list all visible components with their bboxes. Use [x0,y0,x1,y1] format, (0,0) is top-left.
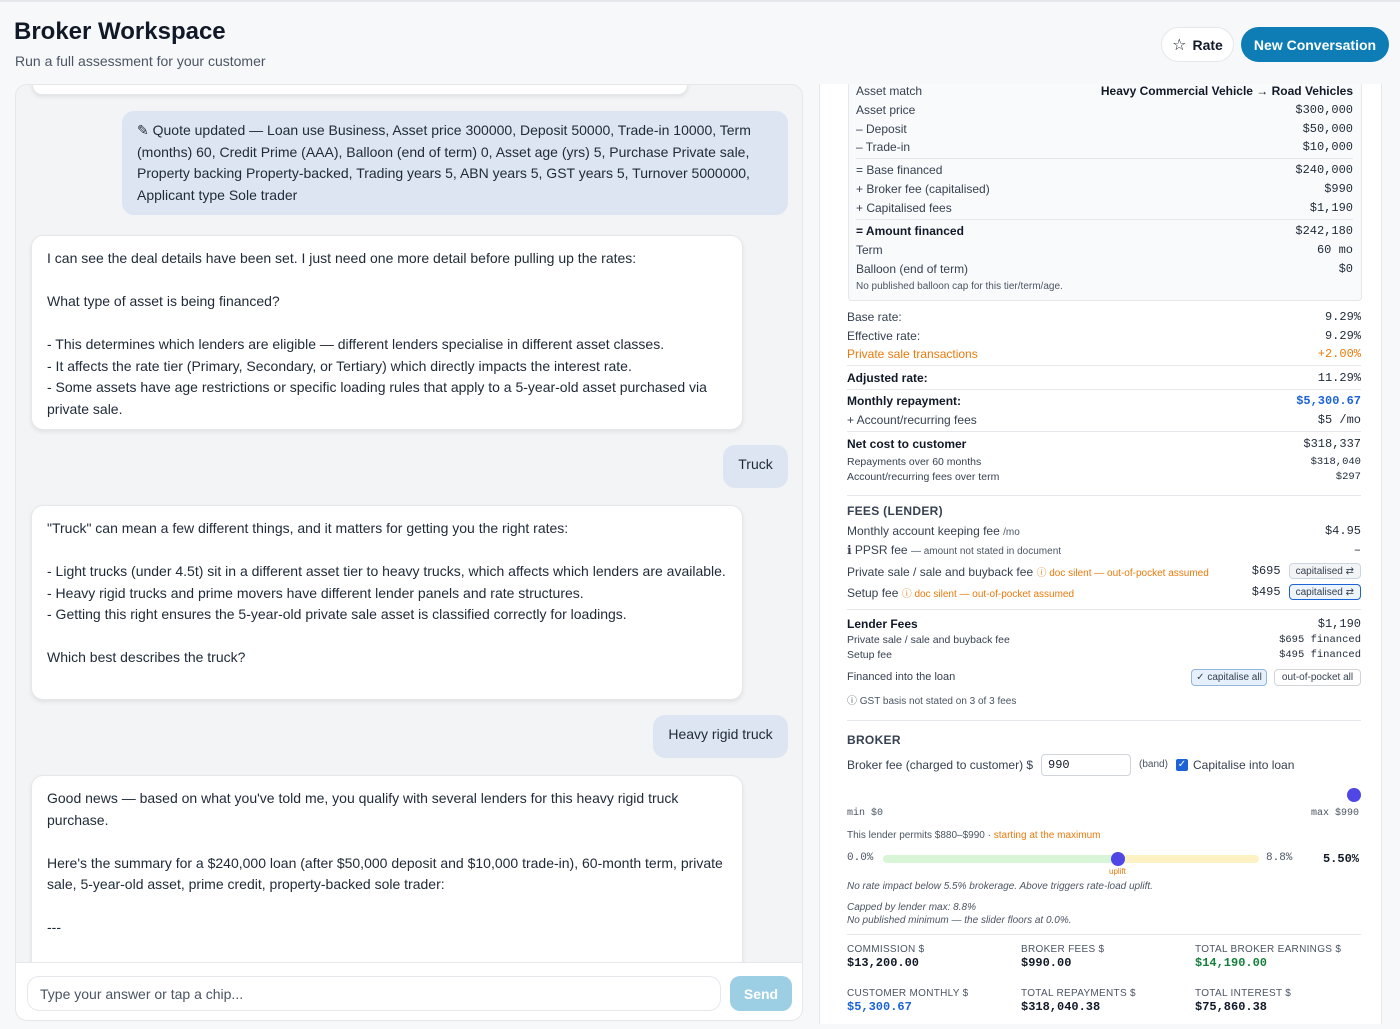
fees-heading: FEES (LENDER) [847,504,943,518]
broker-fees-label: BROKER FEES $ [1021,944,1105,955]
broker-fee-input[interactable] [1041,754,1131,776]
permits-text: This lender permits $880–$990 · starting at the maximum [847,830,1101,841]
capitalise-checkbox[interactable]: ✓ [1177,759,1187,770]
total-earnings-value: $14,190.00 [1195,956,1268,970]
divider [856,219,1353,220]
lender-fee-line: Private sale / sale and buyback fee $695 financed [847,634,1361,646]
private-sale-loading-row: Private sale transactions +2.00% [847,347,1361,361]
financed-into-label: Financed into the loan [847,671,956,683]
capitalised-toggle[interactable]: capitalised ⇄ [1289,563,1361,579]
page-subtitle: Run a full assessment for your customer [15,53,266,69]
broker-fees-value: $990.00 [1021,956,1072,970]
divider [847,609,1361,610]
calc-row: Balloon (end of term) $0 [856,262,1353,276]
calc-row: = Base financed $240,000 [856,163,1353,177]
customer-monthly-label: CUSTOMER MONTHLY $ [847,988,969,999]
send-button[interactable]: Send [730,976,792,1011]
brokerage-slider-track[interactable] [883,855,1259,863]
chat-input[interactable] [27,976,721,1011]
asset-match-label: Asset match [856,84,923,98]
chat-input-bar [16,962,802,1021]
calc-row: Asset price $300,000 [856,103,1353,117]
out-of-pocket-all-button[interactable]: out-of-pocket all [1274,669,1361,686]
rate-impact-note: No rate impact below 5.5% brokerage. Above triggers rate-load uplift. [847,881,1153,892]
account-fees-row: + Account/recurring fees $5 /mo [847,413,1361,427]
rate-button[interactable] [1161,27,1234,62]
effective-rate-row: Effective rate: 9.29% [847,329,1361,343]
commission-value: $13,200.00 [847,956,920,970]
calc-row: – Deposit $50,000 [856,122,1353,136]
band-label: (band) [1139,759,1168,770]
assistant-message: I can see the deal details have been set. I just need one more detail before pulling up the rates: What type of asset is being financed? - This determines which lenders are eligible — different lenders specialise in different asset classes. - It affects the rate tier (Primary, Secondary, or Tertiary) which directly impacts the interest rate. - Some assets have age restrictions or specific loading rules that apply to a 5-year-old asset purchased via private sale. [31,235,743,430]
lender-fee-line: Setup fee $495 financed [847,649,1361,661]
user-message: ✎ Quote updated — Loan use Business, Asset price 300000, Deposit 50000, Trade-in 10000, Term (months) 60, Credit Prime (AAA), Balloon (end of term) 0, Asset age (yrs) 5, Purchase Private sale, Property backing Property-backed, Trading years 5, ABN years 5, GST years 5, Turnover 5000000, Applicant type Sole trader [122,111,788,215]
chat-messages[interactable] [16,85,802,962]
quote-panel[interactable] [819,84,1382,1024]
brokerage-slider-max: 8.8% [1266,852,1293,864]
asset-match-value: Heavy Commercial Vehicle → Road Vehicles [1100,84,1353,98]
divider [847,720,1361,721]
balloon-note: No published balloon cap for this tier/term/age. [856,281,1063,292]
total-earnings-label: TOTAL BROKER EARNINGS $ [1195,944,1342,955]
page-header [0,0,1400,78]
divider [847,934,1361,935]
previous-message-stub [32,85,688,95]
divider [847,365,1361,366]
monthly-repayment-row: Monthly repayment: $5,300.67 [847,394,1361,408]
chat-panel [15,84,803,1021]
capitalise-all-button[interactable]: ✓ capitalise all [1191,669,1267,686]
broker-heading: BROKER [847,733,901,747]
capitalised-toggle[interactable]: capitalised ⇄ [1289,584,1361,600]
assistant-message: "Truck" can mean a few different things, and it matters for getting you the right rates: - Light trucks (under 4.5t) sit in a different asset tier to heavy trucks, which affects which lenders are available. - Heavy rigid trucks and prime movers have different lender panels and rate structures. - Getting this right ensures the 5-year-old private sale asset is classified correctly for loadings. Which best describes the truck? [31,505,743,700]
total-repayments-label: TOTAL REPAYMENTS $ [1021,988,1136,999]
total-interest-label: TOTAL INTEREST $ [1195,988,1292,999]
divider [856,158,1353,159]
slider-max-label: max $990 [1310,808,1359,819]
cap-note: Capped by lender max: 8.8% [847,902,976,913]
lender-fees-row: Lender Fees $1,190 [847,617,1361,631]
capitalise-label: Capitalise into loan [1193,758,1295,772]
calc-row: Term 60 mo [856,243,1353,257]
page-title: Broker Workspace [14,18,226,45]
asset-match-row [856,84,1353,98]
setup-fee-row: Setup fee ⓘ doc silent — out-of-pocket assumed $495 capitalised ⇄ [847,583,1361,601]
info-icon: ℹ [847,543,852,557]
calc-row: + Broker fee (capitalised) $990 [856,182,1353,196]
floor-note: No published minimum — the slider floors at 0.0%. [847,915,1072,926]
divider [847,389,1361,390]
account-over-row: Account/recurring fees over term $297 [847,471,1361,483]
user-message: Heavy rigid truck [653,715,788,758]
new-conversation-button[interactable]: New Conversation [1241,27,1389,62]
total-repayments-value: $318,040.38 [1021,1000,1101,1014]
assistant-message: Good news — based on what you've told me, you qualify with several lenders for this heavy rigid truck purchase. Here's the summary for a $240,000 loan (after $50,000 deposit and $10,000 trade-in), 60-month term, private sale, 5-year-old asset, prime credit, property-backed sole trader: --- [31,775,743,962]
customer-monthly-value: $5,300.67 [847,1000,912,1014]
rate-button-label: Rate [1192,36,1223,53]
divider [847,495,1361,496]
amount-financed-row: = Amount financed $242,180 [856,224,1353,238]
star-icon: ☆ [1172,36,1187,54]
calc-row: + Capitalised fees $1,190 [856,201,1353,215]
commission-label: COMMISSION $ [847,944,925,955]
brokerage-slider-handle[interactable] [1111,852,1125,866]
brokerage-slider-min: 0.0% [847,852,874,864]
broker-fee-label: Broker fee (charged to customer) $ [847,758,1034,772]
net-cost-row: Net cost to customer $318,337 [847,437,1361,451]
calc-row: – Trade-in $10,000 [856,140,1353,154]
repayments-over-row: Repayments over 60 months $318,040 [847,456,1361,468]
gst-note: ⓘ GST basis not stated on 3 of 3 fees [847,696,1017,707]
uplift-marker: uplift [1109,867,1126,876]
ppsr-fee-row: ℹ PPSR fee — amount not stated in document – [847,543,1361,557]
brokerage-value: 5.50% [1322,852,1359,866]
broker-fee-slider-handle[interactable] [1347,788,1361,802]
account-keeping-fee-row: Monthly account keeping fee /mo $4.95 [847,524,1361,538]
total-interest-value: $75,860.38 [1195,1000,1268,1014]
private-sale-fee-row: Private sale / sale and buyback fee ⓘ doc silent — out-of-pocket assumed $695 capitalised ⇄ [847,562,1361,580]
slider-min-label: min $0 [847,808,884,819]
base-rate-row: Base rate: 9.29% [847,310,1361,324]
user-message: Truck [723,445,788,488]
divider [847,431,1361,432]
adjusted-rate-row: Adjusted rate: 11.29% [847,371,1361,385]
